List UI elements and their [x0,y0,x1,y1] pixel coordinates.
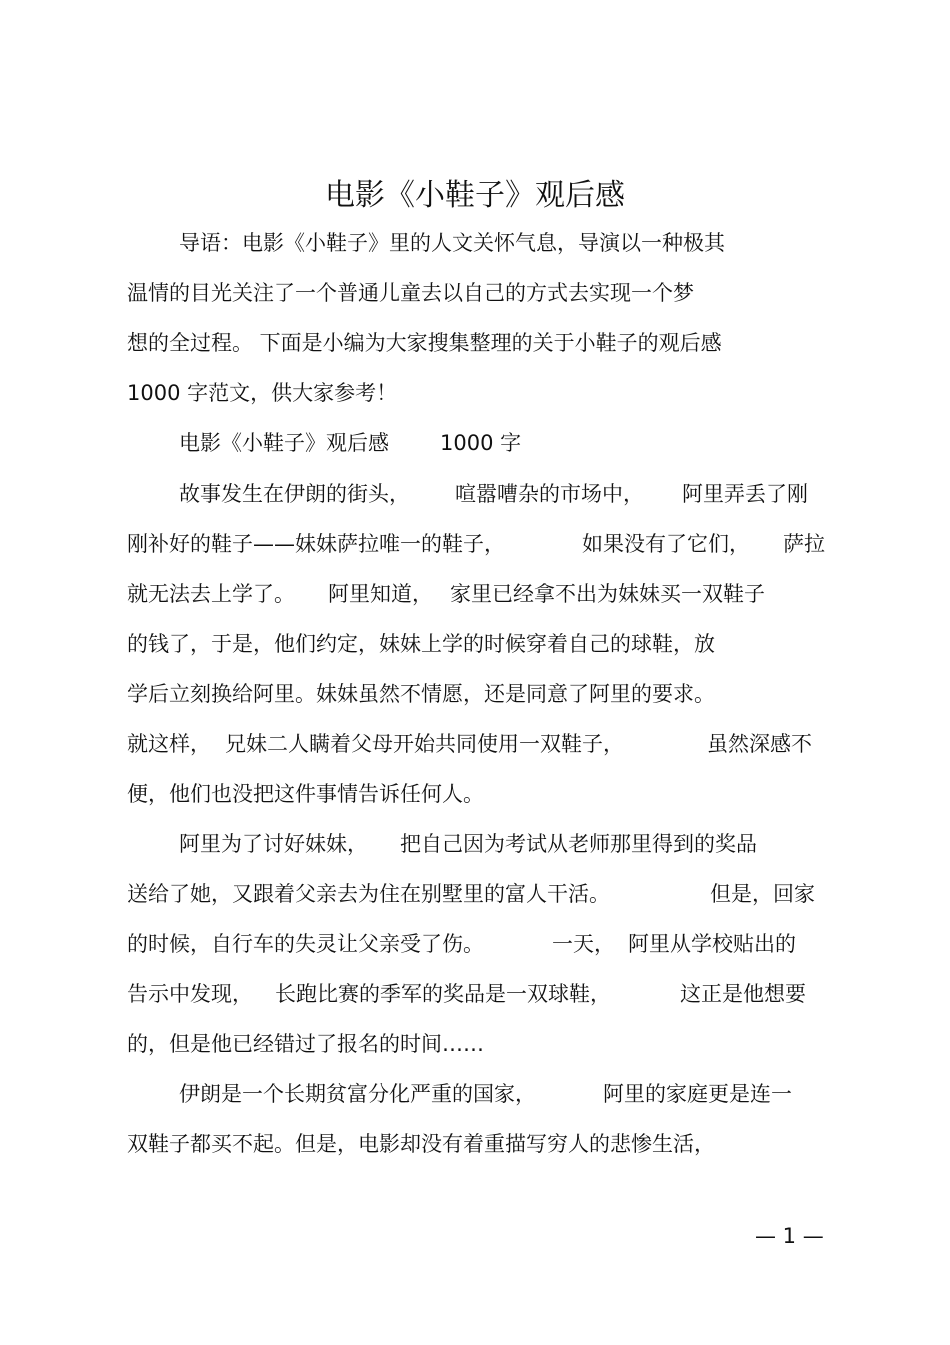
paragraph-line [0,974,950,1014]
text-segment: 的钱了，于是，他们约定，妹妹上学的时候穿着自己的球鞋，放 [127,632,715,656]
paragraph-line [0,273,950,313]
paragraph-line [0,624,950,664]
text-segment: 阿里的家庭更是连一 [603,1082,792,1106]
text-segment: 把自己因为考试从老师那里得到的奖品 [400,832,757,856]
text-segment: 刚补好的鞋子——妹妹萨拉唯一的鞋子， [127,532,505,556]
document-title: 电影《小鞋子》观后感 [325,178,625,213]
paragraph-line [0,524,950,564]
text-segment: 的时候，自行车的失灵让父亲受了伤。 [127,932,484,956]
text-segment: 的，但是他已经错过了报名的时间…… [127,1032,484,1056]
paragraph-line [0,1074,950,1114]
text-segment: 虽然深感不 [707,732,812,756]
paragraph-line [0,223,950,263]
paragraph-line [0,824,950,864]
page-number: — 1 — [755,1224,824,1248]
section-heading-line [0,423,950,463]
paragraph-line [0,874,950,914]
text-segment: 长跑比赛的季军的奖品是一双球鞋， [275,982,611,1006]
text-segment: 这正是他想要 [680,982,806,1006]
text-segment: 一天， [552,932,615,956]
text-segment: 导语：电影《小鞋子》里的人文关怀气息，导演以一种极其 [179,231,725,255]
text-segment: 阿里为了讨好妹妹， [179,832,368,856]
text-segment: 故事发生在伊朗的街头， [179,482,410,506]
text-segment: 1000 字范文，供大家参考！ [127,381,398,405]
text-segment: 阿里弄丢了刚 [682,482,808,506]
text-segment: 如果没有了它们， [582,532,750,556]
paragraph-line [0,724,950,764]
text-segment: 兄妹二人瞒着父母开始共同使用一双鞋子， [225,732,624,756]
text-segment: 想的全过程。 下面是小编为大家搜集整理的关于小鞋子的观后感 [127,331,722,355]
paragraph-line [0,323,950,363]
text-segment: 但是，回家 [710,882,815,906]
text-segment: 阿里从学校贴出的 [628,932,796,956]
paragraph-line [0,924,950,964]
text-segment: 萨拉 [783,532,825,556]
text-segment: 伊朗是一个长期贫富分化严重的国家， [179,1082,536,1106]
paragraph-line [0,574,950,614]
paragraph-line [0,674,950,714]
paragraph-line [0,474,950,514]
text-segment: 送给了她，又跟着父亲去为住在别墅里的富人干活。 [127,882,610,906]
paragraph-line [0,1024,950,1064]
text-segment: 就无法去上学了。 [127,582,295,606]
section-heading-count: 1000 字 [440,431,522,455]
text-segment: 就这样， [127,732,211,756]
section-heading: 电影《小鞋子》观后感 [179,431,389,455]
text-segment: 喧嚣嘈杂的市场中， [455,482,644,506]
text-segment: 学后立刻换给阿里。妹妹虽然不情愿，还是同意了阿里的要求。 [127,682,715,706]
paragraph-line [0,373,950,413]
text-segment: 双鞋子都买不起。但是，电影却没有着重描写穷人的悲惨生活， [127,1132,715,1156]
paragraph-line [0,1124,950,1164]
text-segment: 告示中发现， [127,982,253,1006]
text-segment: 阿里知道， [328,582,433,606]
paragraph-line [0,774,950,814]
text-segment: 便，他们也没把这件事情告诉任何人。 [127,782,484,806]
text-segment: 家里已经拿不出为妹妹买一双鞋子 [450,582,765,606]
text-segment: 温情的目光关注了一个普通儿童去以自己的方式去实现一个梦 [127,281,694,305]
